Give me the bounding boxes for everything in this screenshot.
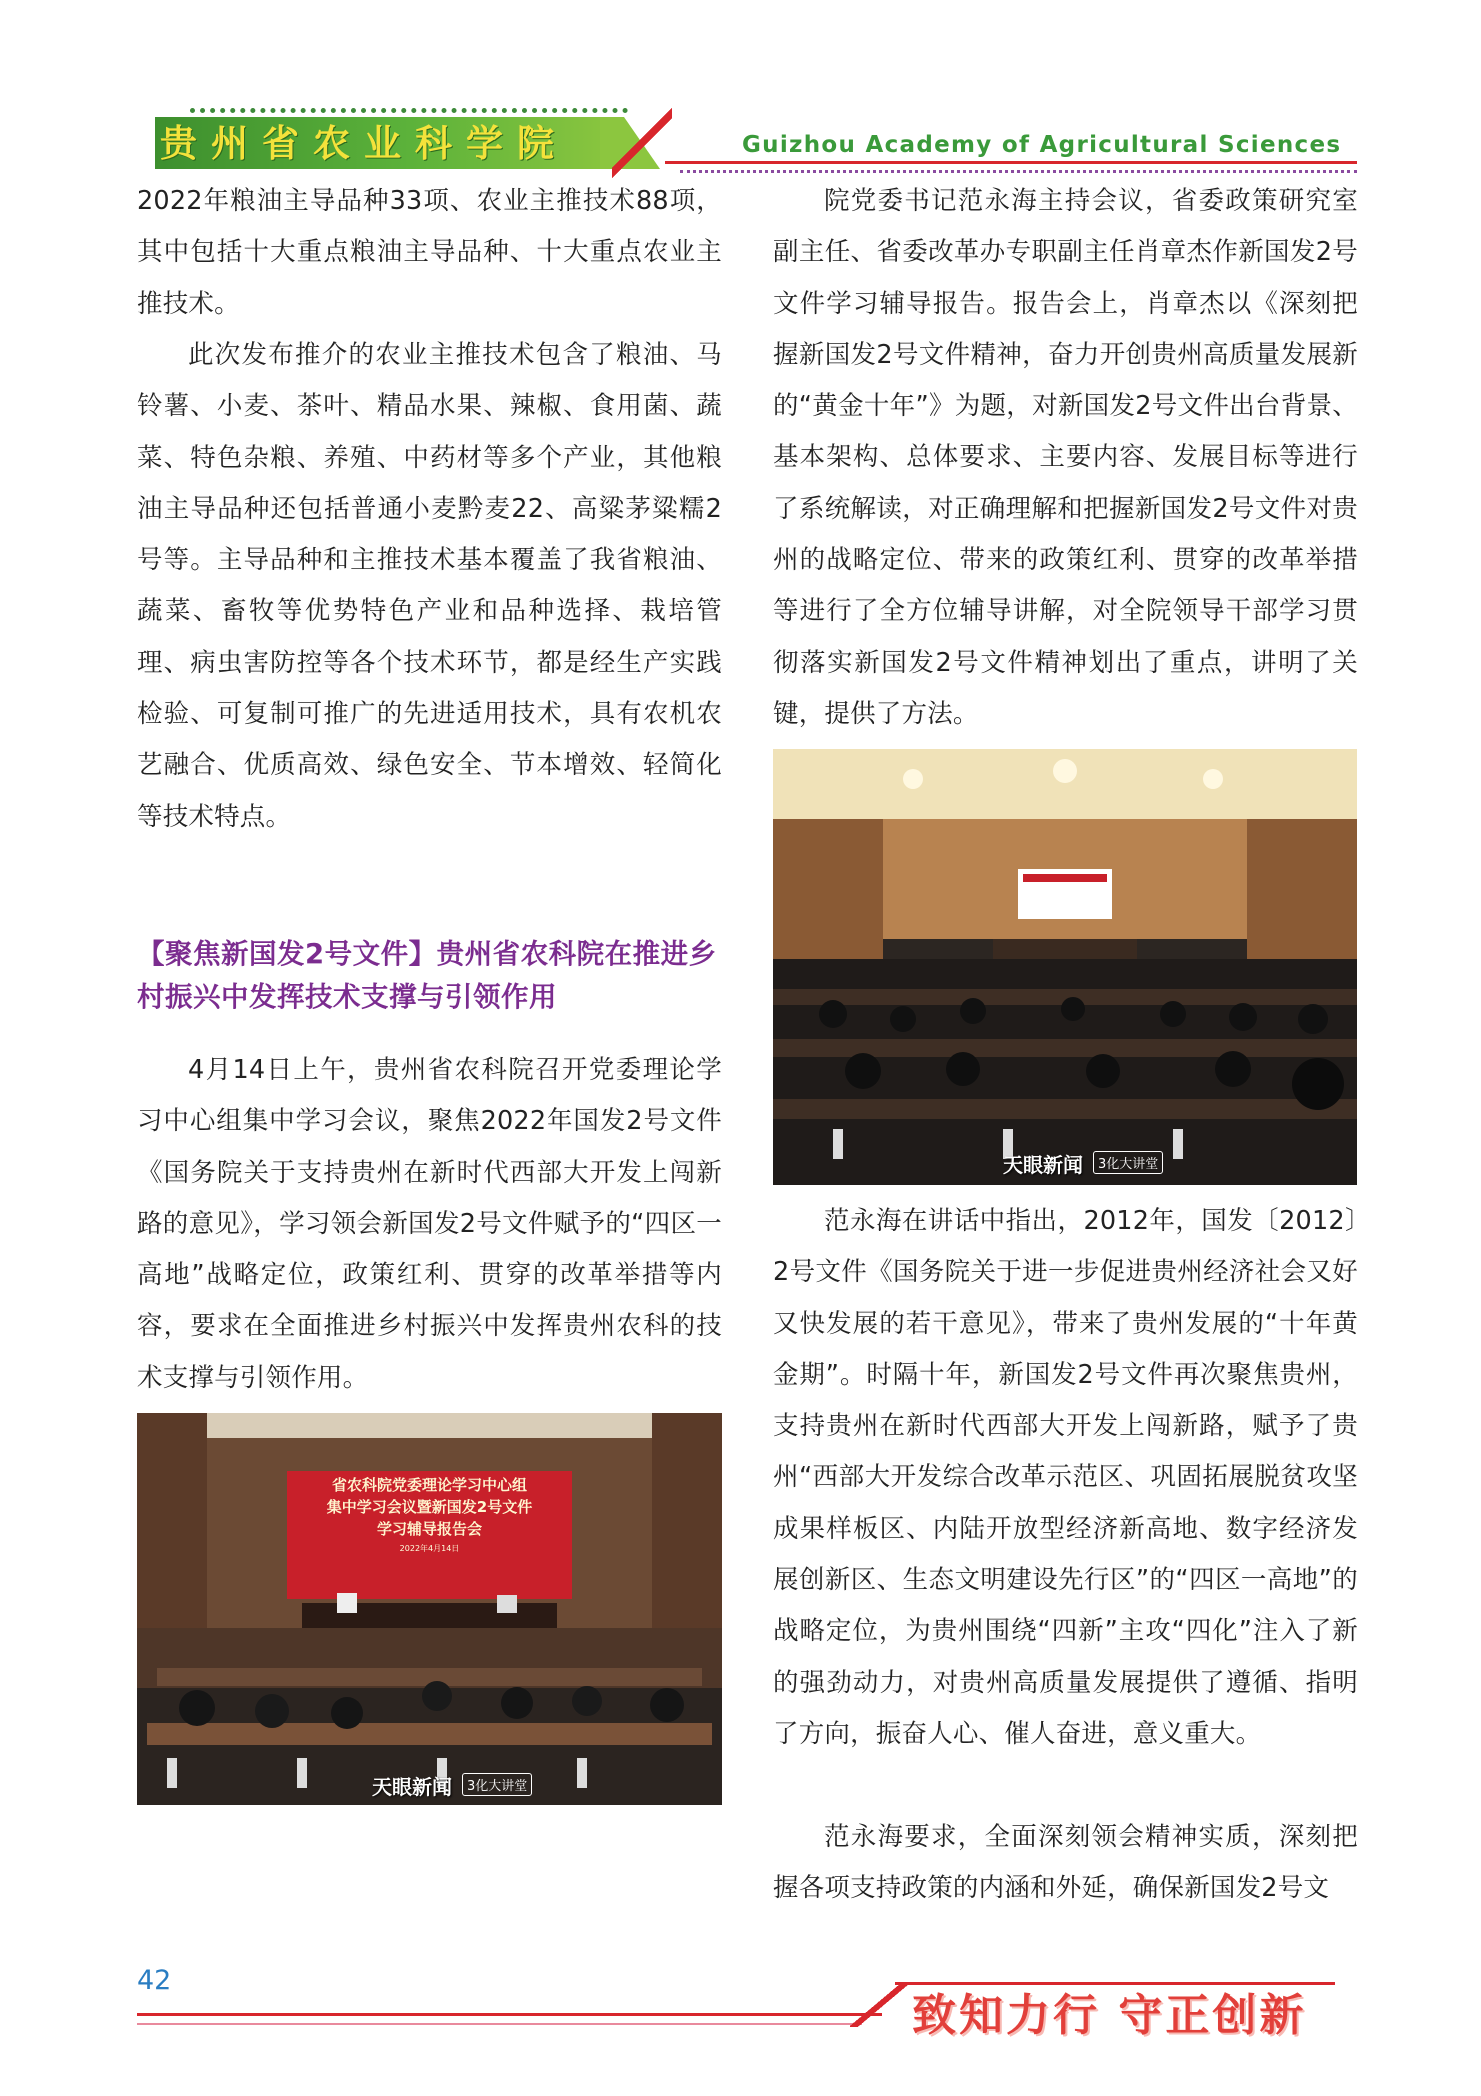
right-paragraph-3: 范永海要求，全面深刻领会精神实质，深刻把握各项支持政策的内涵和外延，确保新国发2号文 [773, 1822, 1358, 1904]
right-paragraph-2: 范永海在讲话中指出，2012年，国发〔2012〕2号文件《国务院关于进一步促进贵州经济社会又好又快发展的若干意见》，带来了贵州发展的“十年黄金期”。时隔十年，新国发2号文件再次聚焦贵州，支持贵州在新时代西部大开发上闯新路，赋予了贵州“西部大开发综合改革示范区、巩固拓展脱贫攻坚成果样板区、内陆开放型经济新高地、数字经济发展创新区、生态文明建设先行区”的“四区一高地”的战略定位，为贵州围绕“四新”主攻“四化”注入了新的强劲动力，对贵州高质量发展提供了遵循、指明了方向，振奋人心、催人奋进，意义重大。 [773, 1206, 1358, 1749]
header-title-cn: 贵州省农业科学院 [160, 121, 568, 165]
footer-pink-line [137, 2023, 862, 2025]
footer-red-slash [850, 1982, 910, 2027]
photo-watermark: 天眼新闻 [1003, 1153, 1083, 1177]
meeting-photo-hall-graphic [773, 749, 1357, 1185]
banner-line-2: 集中学习会议暨新国发2号文件 [326, 1498, 533, 1516]
footer-motto: 致知力行 守正创新 [912, 1990, 1307, 2041]
left-paragraph-3: 4月14日上午，贵州省农科院召开党委理论学习中心组集中学习会议，聚焦2022年国发2号文件《国务院关于支持贵州在新时代西部大开发上闯新路的意见》，学习领会新国发2号文件赋予的“四区一高地”战略定位，政策红利、贯穿的改革举措等内容，要求在全面推进乡村振兴中发挥贵州农科的技术支撑与引领作用。 [137, 1055, 722, 1393]
left-paragraph-2: 此次发布推介的农业主推技术包含了粮油、马铃薯、小麦、茶叶、精品水果、辣椒、食用菌、蔬菜、特色杂粮、养殖、中药材等多个产业，其他粮油主导品种还包括普通小麦黔麦22、高粱茅粱糯2号等。主导品种和主推技术基本覆盖了我省粮油、蔬菜、畜牧等优势特色产业和品种选择、栽培管理、病虫害防控等各个技术环节，都是经生产实践检验、可复制可推广的先进适用技术，具有农机农艺融合、优质高效、绿色安全、节本增效、轻简化等技术特点。 [137, 340, 722, 832]
photo-watermark-box: 3化大讲堂 [462, 1773, 532, 1796]
right-paragraph-1: 院党委书记范永海主持会议，省委政策研究室副主任、省委改革办专职副主任肖章杰作新国发2号文件学习辅导报告。报告会上，肖章杰以《深刻把握新国发2号文件精神，奋力开创贵州高质量发展新的“黄金十年”》为题，对新国发2号文件出台背景、基本架构、总体要求、主要内容、发展目标等进行了系统解读，对正确理解和把握新国发2号文件对贵州的战略定位、带来的政策红利、贯穿的改革举措等进行了全方位辅导讲解，对全院领导干部学习贯彻落实新国发2号文件精神划出了重点，讲明了关键，提供了方法。 [773, 186, 1358, 729]
article-heading: 【聚焦新国发2号文件】贵州省农科院在推进乡村振兴中发挥技术支撑与引领作用 [137, 938, 717, 1013]
meeting-photo-stage [137, 1413, 722, 1805]
footer-top-line [895, 1982, 1335, 1985]
header-dotted-line-bottom [680, 170, 1357, 173]
header-red-slash [612, 108, 672, 178]
photo-watermark: 天眼新闻 [372, 1775, 452, 1799]
banner-line-3: 学习辅导报告会 [376, 1520, 482, 1538]
footer-red-line [137, 2013, 882, 2016]
page-number: 42 [137, 1965, 172, 1996]
header-dotted-line-top [190, 108, 628, 113]
meeting-photo-stage-graphic [137, 1413, 722, 1805]
left-paragraph-1: 2022年粮油主导品种33项、农业主推技术88项，其中包括十大重点粮油主导品种、十大重点农业主推技术。 [137, 186, 722, 319]
header-title-en: Guizhou Academy of Agricultural Sciences [742, 132, 1342, 158]
header-red-line [665, 161, 1357, 164]
photo-watermark-box: 3化大讲堂 [1093, 1151, 1163, 1174]
meeting-photo-hall [773, 749, 1357, 1185]
banner-date: 2022年4月14日 [399, 1544, 460, 1553]
banner-line-1: 省农科院党委理论学习中心组 [331, 1476, 527, 1494]
